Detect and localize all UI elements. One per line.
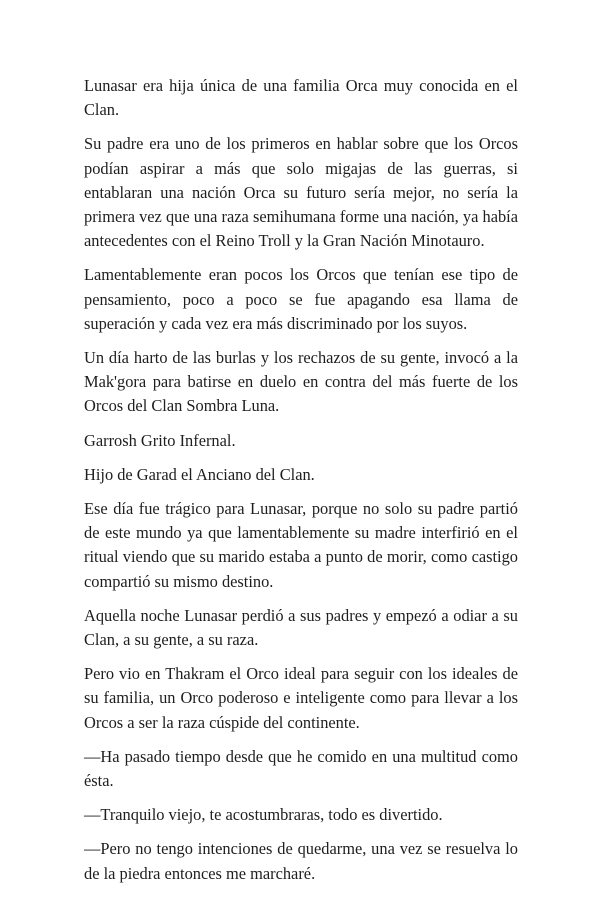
dialogue-line: —Pero no tengo intenciones de quedarme, una vez se resuelva lo de la piedra entonces me marcharé.	[84, 839, 518, 883]
dialogue-line: —Tranquilo viejo, te acostumbraras, todo es divertido.	[84, 805, 443, 825]
paragraph: Su padre era uno de los primeros en hablar sobre que los Orcos podían aspirar a más que solo migajas de las guerras, si entablaran una nación Orca su futuro sería mejor, no sería la primera vez que una raza semihumana forme una nación, ya había antecedentes con el Reino Troll y la Gran Nación Minotauro.	[84, 134, 518, 251]
paragraph: Garrosh Grito Infernal.	[84, 430, 236, 450]
paragraph: Hijo de Garad el Anciano del Clan.	[84, 464, 315, 484]
paragraph: Un día harto de las burlas y los rechazos de su gente, invocó a la Mak'gora para batirse en duelo en contra del más fuerte de los Orcos del Clan Sombra Luna.	[84, 348, 518, 416]
paragraph: Pero vio en Thakram el Orco ideal para seguir con los ideales de su familia, un Orco poderoso e inteligente como para llevar a los Orcos a ser la raza cúspide del continente.	[84, 664, 518, 732]
page-body-text	[84, 74, 518, 886]
paragraph: Aquella noche Lunasar perdió a sus padres y empezó a odiar a su Clan, a su gente, a su raza.	[84, 605, 518, 650]
paragraph: Lunasar era hija única de una familia Orca muy conocida en el Clan.	[84, 76, 518, 120]
dialogue-line: —Ha pasado tiempo desde que he comido en una multitud como ésta.	[84, 746, 518, 791]
paragraph: Lamentablemente eran pocos los Orcos que tenían ese tipo de pensamiento, poco a poco se fue apagando esa llama de superación y cada vez era más discriminado por los suyos.	[84, 265, 518, 333]
paragraph: Ese día fue trágico para Lunasar, porque no solo su padre partió de este mundo ya que lamentablemente su madre interfirió en el ritual viendo que su marido estaba a punto de morir, como castigo compartió su mismo destino.	[84, 499, 518, 591]
